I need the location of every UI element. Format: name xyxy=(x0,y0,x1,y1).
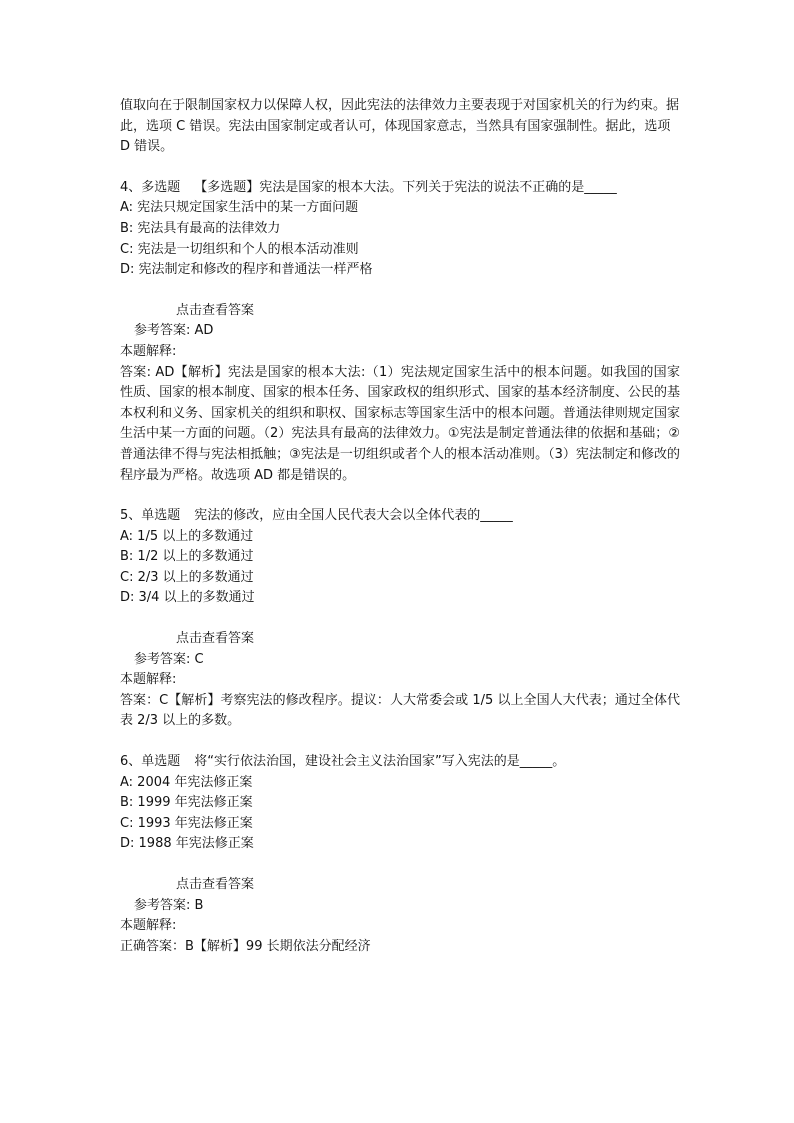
option-a: A: 宪法只规定国家生活中的某一方面问题 xyxy=(120,200,359,216)
option-a: A: 1/5 以上的多数通过 xyxy=(120,528,254,544)
question-number: 5、 xyxy=(120,508,142,524)
analysis-label: 本题解释: xyxy=(120,343,177,359)
spacer xyxy=(120,281,680,301)
question-title xyxy=(120,752,680,773)
question-type: 单选题 xyxy=(141,754,181,770)
option-c: C: 2/3 以上的多数通过 xyxy=(120,569,254,585)
question-stem: 宪法的修改，应由全国人民代表大会以全体代表的_____ xyxy=(194,508,513,524)
reference-answer: 参考答案: B xyxy=(134,897,204,913)
analysis-text: 正确答案：B【解析】99 长期依法分配经济 xyxy=(120,938,371,954)
question-title xyxy=(120,178,680,199)
show-answer-link[interactable]: 点击查看答案 xyxy=(176,631,255,647)
option-b: B: 1/2 以上的多数通过 xyxy=(120,549,254,565)
show-answer-link[interactable]: 点击查看答案 xyxy=(176,877,255,892)
question-type: 多选题 xyxy=(141,179,181,195)
reference-answer: 参考答案: C xyxy=(134,651,204,667)
question-stem: 【多选题】宪法是国家的根本大法。下列关于宪法的说法不正确的是_____ xyxy=(194,179,617,195)
option-c: C: 宪法是一切组织和个人的根本活动准则 xyxy=(120,241,359,257)
analysis-text: 答案：C【解析】考察宪法的修改程序。提议：人大常委会或 1/5 以上全国人大代表；通过全体代表 2/3 以上的多数。 xyxy=(120,692,680,729)
question-stem: 将“实行依法治国，建设社会主义法治国家”写入宪法的是_____。 xyxy=(194,754,566,770)
spacer xyxy=(120,732,680,752)
question-4 xyxy=(120,178,680,486)
reference-answer: 参考答案: AD xyxy=(134,323,214,339)
question-6 xyxy=(120,752,680,957)
question-type: 单选题 xyxy=(141,508,181,524)
spacer xyxy=(120,609,680,629)
intro-paragraph: 值取向在于限制国家权力以保障人权，因此宪法的法律效力主要表现于对国家机关的行为约束。据此，选项 C 错误。宪法由国家制定或者认可，体现国家意志，当然具有国家强制性。据此，选项 D 错误。 xyxy=(120,98,680,155)
option-d: D: 1988 年宪法修正案 xyxy=(120,836,254,852)
option-b: B: 1999 年宪法修正案 xyxy=(120,795,253,811)
option-d: D: 3/4 以上的多数通过 xyxy=(120,590,255,606)
question-5 xyxy=(120,506,680,732)
option-a: A: 2004 年宪法修正案 xyxy=(120,774,253,790)
document-page xyxy=(120,96,680,957)
spacer xyxy=(120,855,680,875)
option-c: C: 1993 年宪法修正案 xyxy=(120,815,253,831)
option-b: B: 宪法具有最高的法律效力 xyxy=(120,220,281,236)
analysis-label: 本题解释: xyxy=(120,918,177,934)
option-d: D: 宪法制定和修改的程序和普通法一样严格 xyxy=(120,262,373,278)
spacer xyxy=(120,486,680,506)
analysis-text: 答案: AD【解析】宪法是国家的根本大法:（1）宪法规定国家生活中的根本问题。如我国的国家性质、国家的根本制度、国家的根本任务、国家政权的组织形式、国家的基本经济制度、公民的基本权利和义务、国家机关的组织和职权、国家标志等国家生活中的根本问题。普通法律则规定国家生活中某一方面的问题。（2）宪法具有最高的法律效力。①宪法是制定普通法律的依据和基础；②普通法律不得与宪法相抵触；③宪法是一切组织或者个人的根本活动准则。（3）宪法制定和修改的程序最为严格。故选项 AD 都是错误的。 xyxy=(120,364,680,483)
spacer xyxy=(120,158,680,178)
question-title xyxy=(120,506,680,527)
show-answer-link[interactable]: 点击查看答案 xyxy=(176,302,255,318)
analysis-label: 本题解释: xyxy=(120,672,177,688)
question-number: 4、 xyxy=(120,179,142,195)
question-number: 6、 xyxy=(120,754,142,770)
